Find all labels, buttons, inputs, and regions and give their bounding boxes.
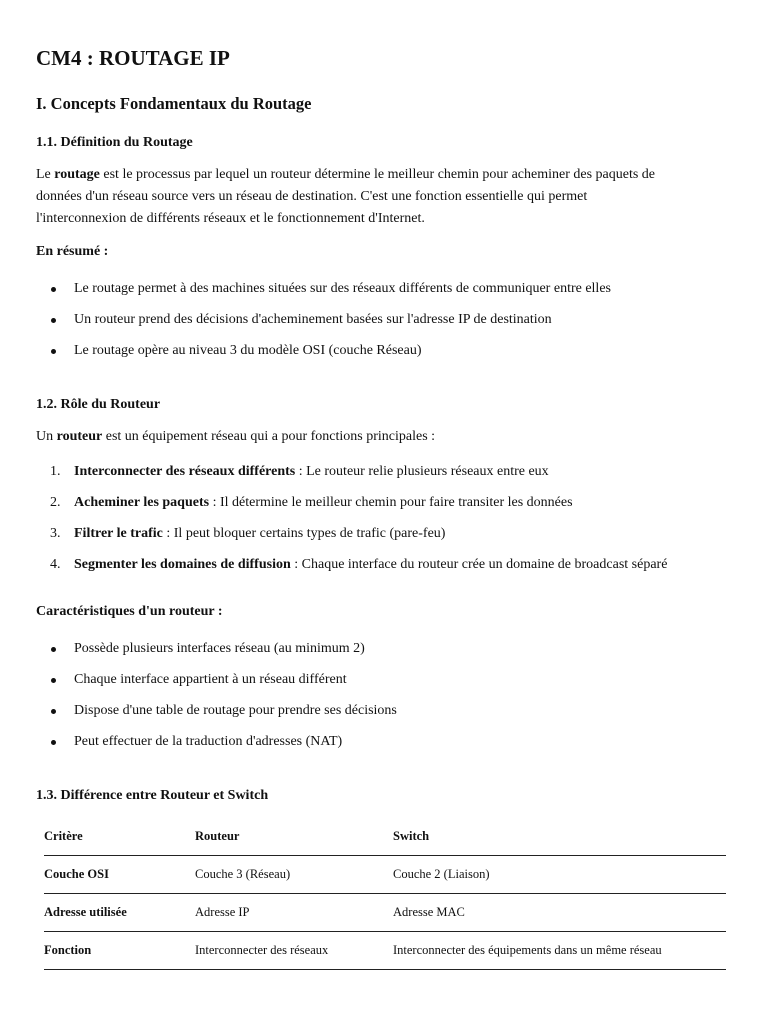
table-cell: Couche OSI: [44, 867, 109, 881]
table-cell: Couche 2 (Liaison): [393, 867, 490, 881]
list-item: 3. Filtrer le trafic : Il peut bloquer certains types de trafic (pare-feu): [50, 526, 446, 541]
definition-paragraph: Le routage est le processus par lequel un routeur détermine le meilleur chemin pour acheminer des paquets de données d'un réseau source vers un réseau de destination. C'est une fonction essentielle qui permet l'interconnexion de différents réseaux et le fonctionnement d'Internet.: [36, 167, 656, 226]
table-cell: Adresse utilisée: [44, 905, 127, 919]
list-item: Le routage opère au niveau 3 du modèle OSI (couche Réseau): [36, 341, 736, 372]
list-item: Chaque interface appartient à un réseau différent: [36, 670, 736, 701]
table-cell: Couche 3 (Réseau): [195, 867, 291, 881]
list-item: Dispose d'une table de routage pour prendre ses décisions: [36, 701, 736, 732]
table-cell: Fonction: [44, 943, 92, 957]
table-header: Routeur: [195, 829, 240, 843]
table-header-row: [44, 818, 726, 856]
role-intro: Un routeur est un équipement réseau qui a pour fonctions principales :: [36, 429, 436, 444]
functions-list: [36, 462, 756, 586]
list-item: 2. Acheminer les paquets : Il détermine le meilleur chemin pour faire transiter les données: [50, 495, 573, 510]
table-cell: Adresse IP: [195, 905, 250, 919]
table-row: [44, 894, 726, 932]
table-cell: Adresse MAC: [393, 905, 465, 919]
list-item: Le routage permet à des machines situées sur des réseaux différents de communiquer entre elles: [36, 279, 736, 310]
list-item: 4. Segmenter les domaines de diffusion : Chaque interface du routeur crée un domaine de broadcast séparé: [50, 557, 668, 572]
subsection-heading-difference: 1.3. Différence entre Routeur et Switch: [36, 788, 269, 803]
characteristics-list: [36, 639, 736, 763]
characteristics-label: Caractéristiques d'un routeur :: [36, 604, 223, 619]
list-item: Possède plusieurs interfaces réseau (au minimum 2): [36, 639, 736, 670]
table-header: Critère: [44, 829, 83, 843]
list-item: Un routeur prend des décisions d'acheminement basées sur l'adresse IP de destination: [36, 310, 736, 341]
table-cell: Interconnecter des équipements dans un même réseau: [393, 943, 662, 957]
summary-list: [36, 279, 736, 372]
summary-label: En résumé :: [36, 244, 109, 259]
table-row: [44, 932, 726, 970]
subsection-heading-role: 1.2. Rôle du Routeur: [36, 397, 161, 412]
table-header: Switch: [393, 829, 430, 843]
subsection-heading-definition: 1.1. Définition du Routage: [36, 135, 193, 150]
list-item: Peut effectuer de la traduction d'adresses (NAT): [36, 732, 736, 763]
list-item: 1. Interconnecter des réseaux différents : Le routeur relie plusieurs réseaux entre eux: [50, 464, 549, 479]
table-cell: Interconnecter des réseaux: [195, 943, 329, 957]
table-row: [44, 856, 726, 894]
comparison-table: [44, 818, 726, 970]
section-heading: I. Concepts Fondamentaux du Routage: [36, 94, 312, 113]
page-title: CM4 : ROUTAGE IP: [36, 46, 230, 70]
